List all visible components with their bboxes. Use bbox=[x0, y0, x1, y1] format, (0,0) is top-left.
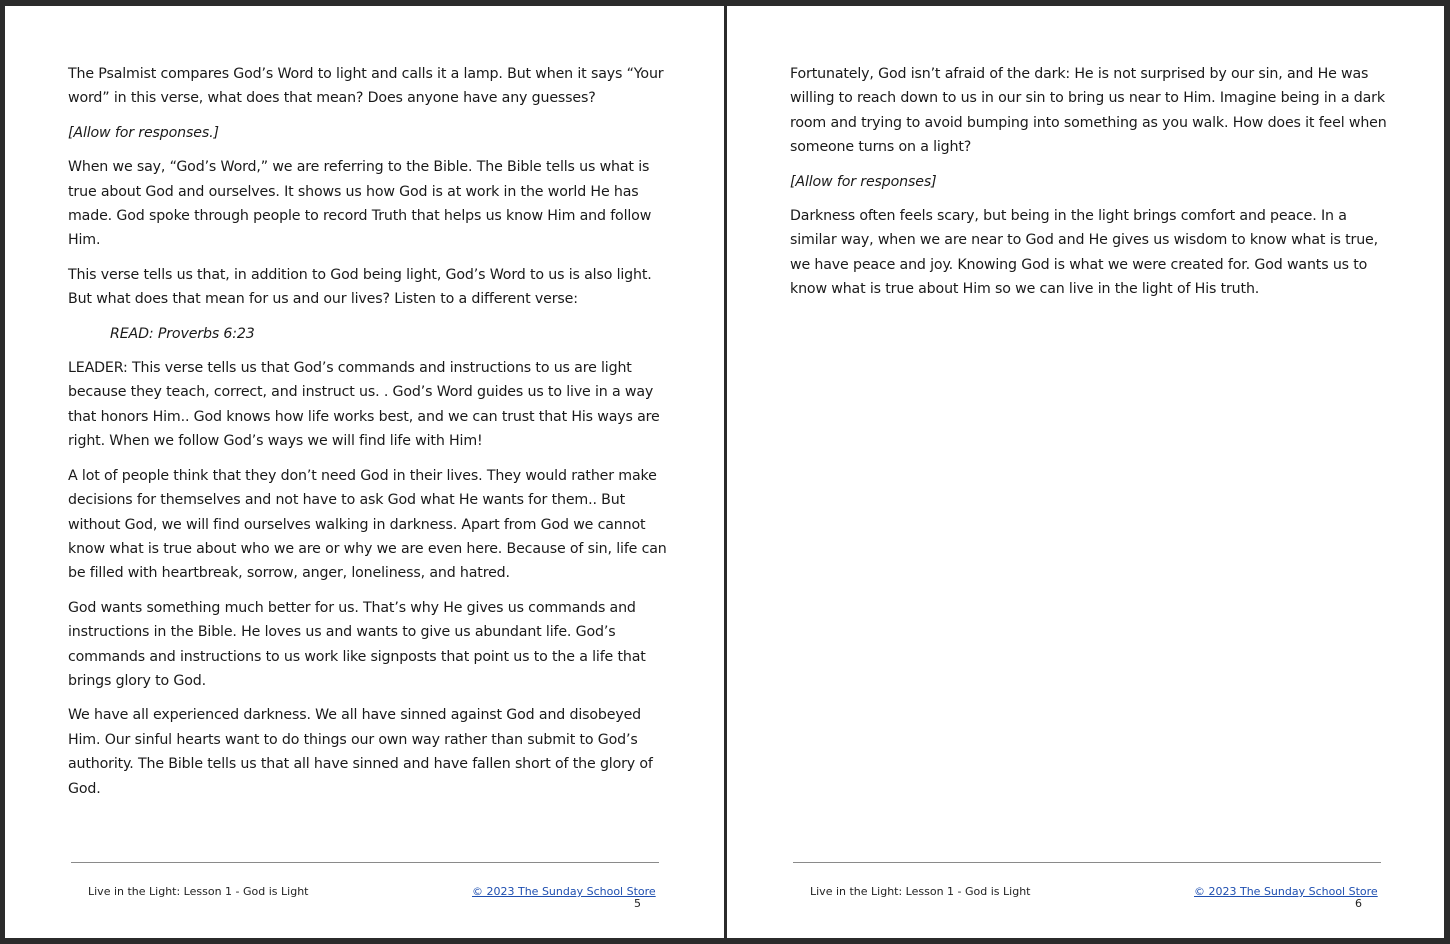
paragraph: A lot of people think that they don’t need God in their lives. They would rather make decisions for themselves and not have to ask God what He wants for them.. But without God, we will find ourselves walking in darkness. Apart from God we cannot know what is true about who we are or why we are even here. Because of sin, life can be filled with heartbreak, sorrow, anger, loneliness, and hatred. bbox=[68, 467, 667, 582]
footer-title: Live in the Light: Lesson 1 - God is Light bbox=[810, 885, 1031, 898]
paragraph: Darkness often feels scary, but being in the light brings comfort and peace. In a similar way, when we are near to God and He gives us wisdom to know what is true, we have peace and joy. Knowing God is what we were created for. God wants us to know what is true about Him so we can live in the light of His truth. bbox=[790, 208, 1378, 298]
paragraph: This verse tells us that, in addition to God being light, God’s Word to us is also light. But what does that mean for us and our lives? Listen to a different verse: bbox=[68, 266, 652, 308]
document-page-5 bbox=[5, 6, 724, 938]
footer-title: Live in the Light: Lesson 1 - God is Light bbox=[88, 885, 309, 898]
paragraph: The Psalmist compares God’s Word to light and calls it a lamp. But when it says “Your word” in this verse, what does that mean? Does anyone have any guesses? bbox=[68, 66, 664, 107]
page-body bbox=[790, 62, 1390, 312]
scripture-reference: READ: Proverbs 6:23 bbox=[110, 325, 255, 342]
page-body bbox=[68, 62, 668, 811]
copyright-link[interactable]: © 2023 The Sunday School Store bbox=[472, 885, 656, 898]
paragraph: God wants something much better for us. That’s why He gives us commands and instructions in the Bible. He loves us and wants to give us abundant life. God’s commands and instructions to us work like signposts that point us to the a life that brings glory to God. bbox=[68, 599, 646, 689]
footer-divider bbox=[793, 862, 1381, 863]
footer-divider bbox=[71, 862, 659, 863]
page-number: 5 bbox=[634, 897, 641, 910]
page-number: 6 bbox=[1355, 897, 1362, 910]
paragraph: When we say, “God’s Word,” we are referring to the Bible. The Bible tells us what is true about God and ourselves. It shows us how God is at work in the world He has made. God spoke through people to record Truth that helps us know Him and follow Him. bbox=[68, 159, 652, 249]
paragraph: [Allow for responses.] bbox=[68, 124, 219, 141]
paragraph: We have all experienced darkness. We all have sinned against God and disobeyed Him. Our sinful hearts want to do things our own way rather than submit to God’s authority. The Bible tells us that all have sinned and have fallen short of the glory of God. bbox=[68, 707, 653, 797]
paragraph: [Allow for responses] bbox=[790, 173, 937, 190]
paragraph: LEADER: This verse tells us that God’s commands and instructions to us are light because they teach, correct, and instruct us. . God’s Word guides us to live in a way that honors Him.. God knows how life works best, and we can trust that His ways are right. When we follow God’s ways we will find life with Him! bbox=[68, 360, 660, 450]
document-page-6 bbox=[727, 6, 1444, 938]
copyright-link[interactable]: © 2023 The Sunday School Store bbox=[1194, 885, 1378, 898]
paragraph: Fortunately, God isn’t afraid of the dark: He is not surprised by our sin, and He was willing to reach down to us in our sin to bring us near to Him. Imagine being in a dark room and trying to avoid bumping into something as you walk. How does it feel when someone turns on a light? bbox=[790, 66, 1387, 156]
